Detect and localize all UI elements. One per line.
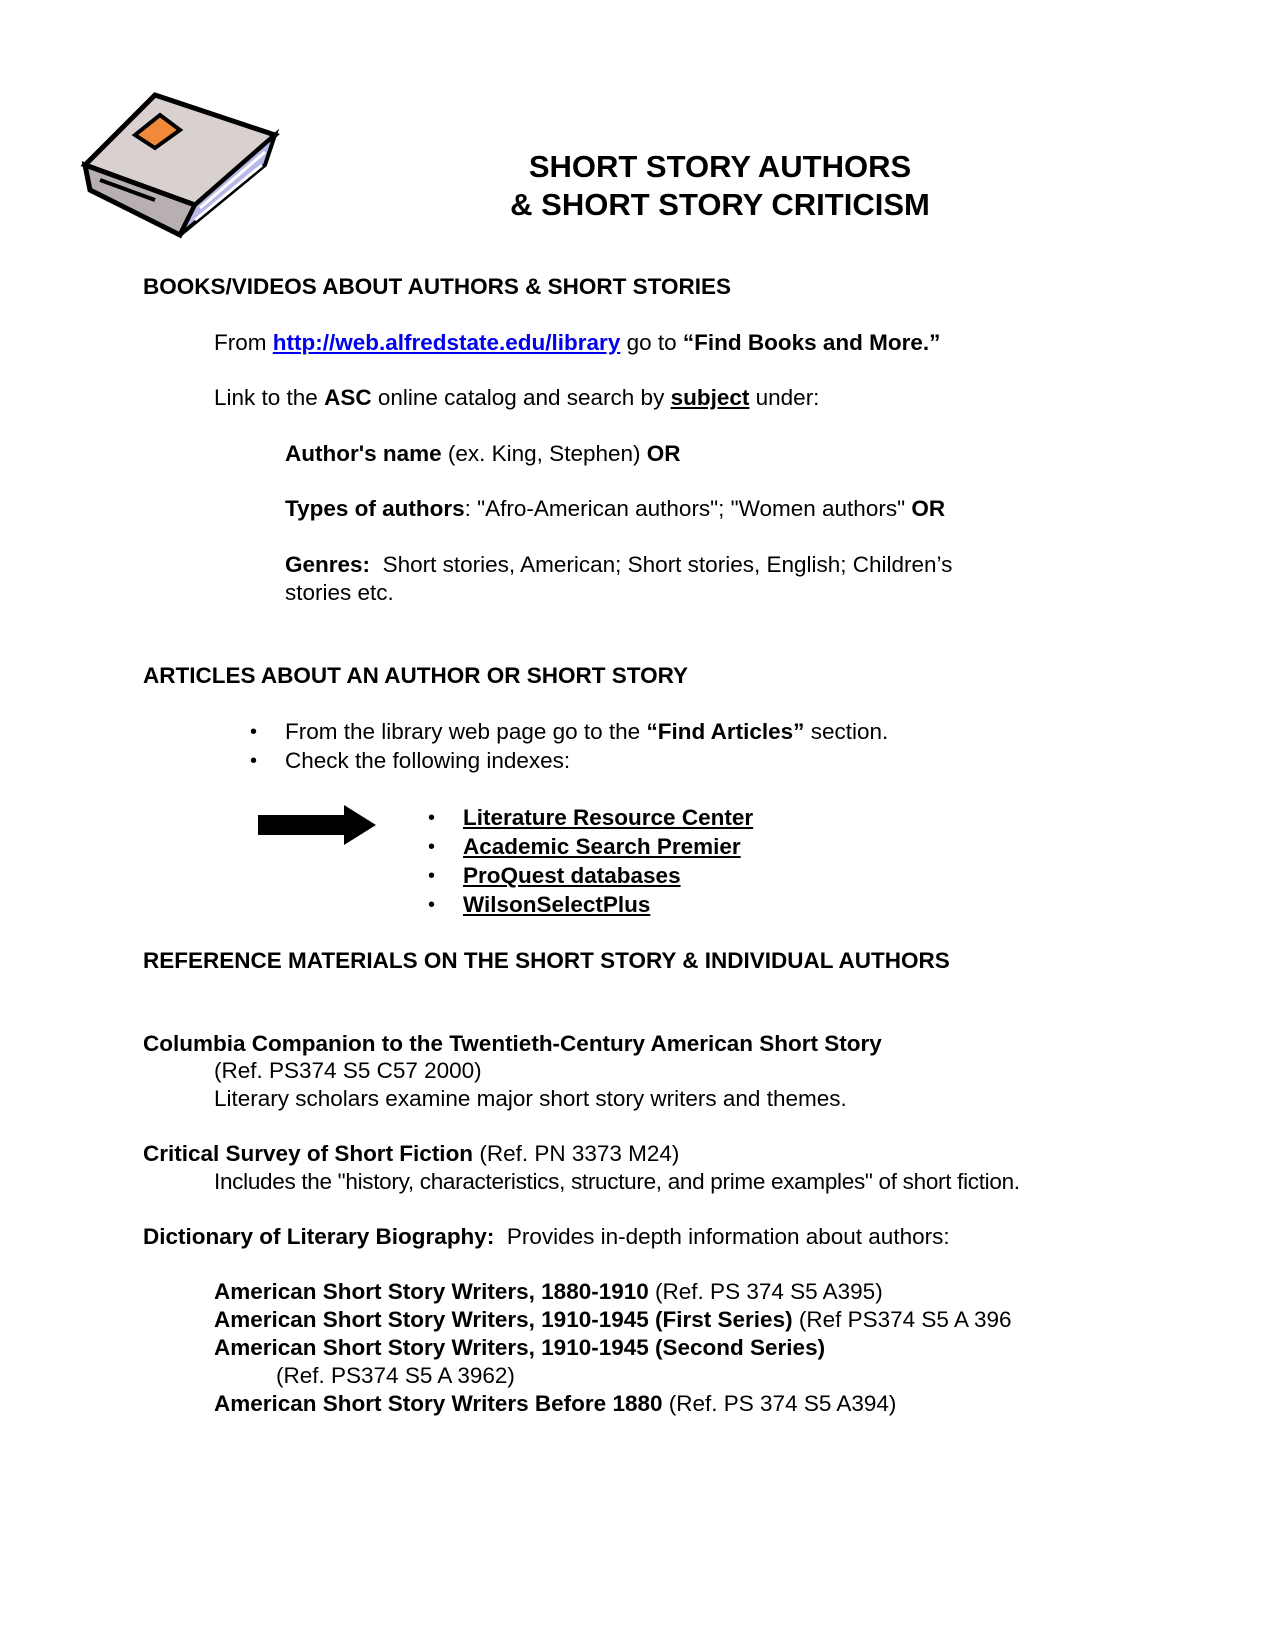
text: From the library web page go to the (285, 719, 641, 744)
bullet: • (428, 865, 436, 887)
author-name-line (285, 440, 681, 468)
title-line-1: SHORT STORY AUTHORS (528, 149, 912, 184)
text: under: (755, 385, 820, 410)
title: American Short Story Writers, 1910-1945 (First Series) (214, 1307, 793, 1332)
asc-label: ASC (324, 385, 372, 410)
title: American Short Story Writers, 1910-1945 (Second Series) (214, 1335, 826, 1360)
survey-ref: (Ref. PN 3373 M24) (479, 1141, 680, 1166)
section-heading-articles: ARTICLES ABOUT AN AUTHOR OR SHORT STORY (143, 663, 688, 688)
survey-desc: Includes the "history, characteristics, structure, and prime examples" of short fiction. (214, 1169, 1020, 1194)
ref: (Ref PS374 S5 A 396 (798, 1307, 1012, 1332)
text: Link to the (214, 385, 318, 410)
types-line (285, 495, 945, 523)
text: go to (626, 330, 677, 355)
text: From (214, 330, 267, 355)
index-link-academic-search-premier[interactable]: Academic Search Premier (463, 834, 741, 859)
index-link-wilsonselectplus[interactable]: WilsonSelectPlus (463, 892, 651, 917)
text: online catalog and search by (377, 385, 665, 410)
dlb-desc: Provides in-depth information about authors: (506, 1224, 950, 1249)
label: Author's name (285, 441, 442, 466)
survey-line (143, 1140, 679, 1168)
page-title (440, 148, 1000, 224)
library-link[interactable]: http://web.alfredstate.edu/library (272, 330, 621, 355)
arrow-right-icon (258, 805, 376, 845)
label: Types of authors (285, 496, 465, 521)
section-heading-books: BOOKS/VIDEOS ABOUT AUTHORS & SHORT STORIES (143, 274, 731, 299)
dlb-line (143, 1223, 950, 1251)
columbia-desc: Literary scholars examine major short story writers and themes. (214, 1086, 847, 1111)
catalog-line (214, 384, 819, 412)
survey-title: Critical Survey of Short Fiction (143, 1141, 474, 1166)
title: American Short Story Writers Before 1880 (214, 1391, 663, 1416)
from-line (214, 329, 940, 357)
ref: (Ref. PS 374 S5 A395) (655, 1279, 883, 1304)
title-line-2: & SHORT STORY CRITICISM (510, 187, 930, 222)
columbia-ref: (Ref. PS374 S5 C57 2000) (214, 1058, 482, 1083)
find-books-label: “Find Books and More.” (682, 330, 941, 355)
label: Genres: (285, 552, 371, 577)
section-heading-reference: REFERENCE MATERIALS ON THE SHORT STORY & INDIVIDUAL AUTHORS (143, 948, 950, 973)
subject-label: subject (670, 385, 750, 410)
or-label: OR (646, 441, 681, 466)
text: section. (810, 719, 889, 744)
writers-entry (214, 1334, 825, 1362)
articles-bullet-1 (285, 718, 888, 746)
columbia-title: Columbia Companion to the Twentieth-Century American Short Story (143, 1031, 882, 1056)
bullet: • (428, 894, 436, 916)
ref: (Ref. PS 374 S5 A394) (668, 1391, 897, 1416)
bullet: • (428, 836, 436, 858)
index-link-proquest[interactable]: ProQuest databases (463, 863, 681, 888)
writers-entry (214, 1306, 1012, 1334)
writers-entry (214, 1278, 883, 1306)
book-icon (80, 90, 285, 240)
genres-line (285, 551, 952, 579)
bullet: • (428, 807, 436, 829)
bullet: • (250, 721, 258, 743)
writers-entry (214, 1390, 896, 1418)
articles-bullet-2: Check the following indexes: (285, 748, 571, 773)
index-link-literature-resource-center[interactable]: Literature Resource Center (463, 805, 754, 830)
title: American Short Story Writers, 1880-1910 (214, 1279, 649, 1304)
or-label: OR (911, 496, 946, 521)
text: (ex. King, Stephen) (447, 441, 641, 466)
bullet: • (250, 750, 258, 772)
dlb-title: Dictionary of Literary Biography: (143, 1224, 495, 1249)
find-articles-label: “Find Articles” (646, 719, 805, 744)
ref: (Ref. PS374 S5 A 3962) (276, 1363, 515, 1388)
text: Short stories, American; Short stories, English; Children’s (382, 552, 953, 577)
text: : "Afro-American authors"; "Women authors" (464, 496, 906, 521)
genres-line-2: stories etc. (285, 580, 394, 605)
